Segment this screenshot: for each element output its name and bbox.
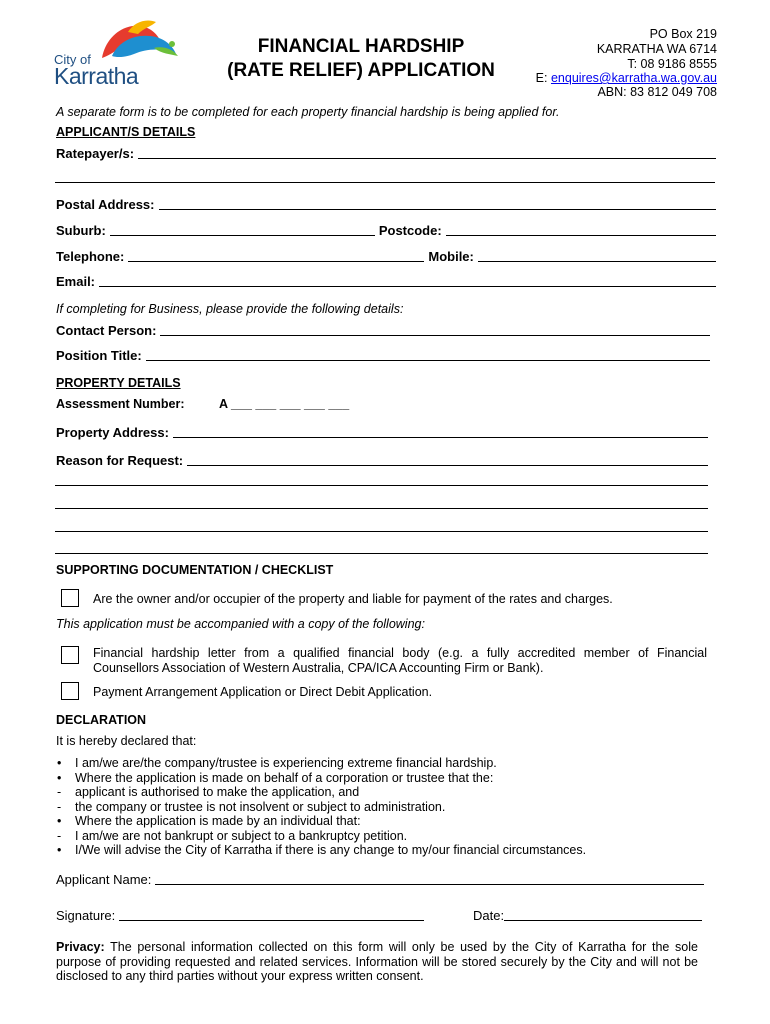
hardship-letter-checkbox[interactable] <box>61 646 79 664</box>
date-field[interactable] <box>473 907 702 923</box>
property-address-field[interactable] <box>56 424 708 440</box>
mobile-line[interactable] <box>478 261 716 262</box>
supporting-heading: SUPPORTING DOCUMENTATION / CHECKLIST <box>56 563 334 577</box>
address-abn: ABN: 83 812 049 708 <box>597 85 717 99</box>
email-link[interactable]: enquires@karratha.wa.gov.au <box>550 71 717 85</box>
payment-arrangement-checkbox[interactable] <box>61 682 79 700</box>
ratepayer-field[interactable] <box>56 145 716 161</box>
date-line[interactable] <box>504 920 702 921</box>
postcode-label: Postcode: <box>378 223 442 238</box>
logo-city-text: City of <box>54 52 91 67</box>
declaration-subitem: - the company or trustee is not insolvent or subject to administration. <box>57 799 446 814</box>
suburb-label: Suburb: <box>56 223 106 238</box>
contact-person-label: Contact Person: <box>56 323 157 338</box>
declaration-item: • Where the application is made by an individual that: <box>57 814 361 828</box>
declaration-subitem: - applicant is authorised to make the application, and <box>57 785 360 799</box>
date-label: Date: <box>473 908 505 923</box>
postal-address-field[interactable] <box>56 196 716 212</box>
position-title-field[interactable] <box>56 347 710 363</box>
reason-line-5[interactable] <box>55 553 708 554</box>
contact-person-line[interactable] <box>160 335 710 336</box>
signature-label: Signature: <box>56 908 116 923</box>
reason-line[interactable] <box>187 465 708 466</box>
address-email-line <box>536 71 717 85</box>
assessment-number-field[interactable]: A ___ ___ ___ ___ ___ <box>219 397 350 411</box>
address-po-box: PO Box 219 <box>649 27 717 41</box>
applicant-heading: APPLICANT/S DETAILS <box>56 125 196 139</box>
assessment-number-label: Assessment Number: <box>56 397 185 411</box>
privacy-notice <box>56 940 698 984</box>
email-label: Email: <box>56 274 96 289</box>
city-of-karratha-logo <box>54 22 182 89</box>
position-title-label: Position Title: <box>56 348 142 363</box>
accompany-note: This application must be accompanied with a copy of the following: <box>56 617 425 631</box>
postcode-line[interactable] <box>446 235 716 236</box>
signature-field[interactable] <box>56 907 424 923</box>
address-phone: T: 08 9186 8555 <box>627 57 717 71</box>
signature-line[interactable] <box>119 920 424 921</box>
reason-line-2[interactable] <box>55 485 708 486</box>
telephone-line[interactable] <box>128 261 424 262</box>
telephone-label: Telephone: <box>56 249 125 264</box>
declaration-item: • I am/we are/the company/trustee is experiencing extreme financial hardship. <box>57 756 497 770</box>
email-line[interactable] <box>99 286 716 287</box>
declaration-item: • Where the application is made on behalf of a corporation or trustee that the: <box>57 770 494 785</box>
ratepayer-line[interactable] <box>138 158 716 159</box>
reason-line-4[interactable] <box>55 531 708 532</box>
declaration-intro: It is hereby declared that: <box>56 734 197 748</box>
reason-field[interactable] <box>56 452 708 468</box>
telephone-mobile-row <box>56 248 716 264</box>
form-title-line1: FINANCIAL HARDSHIP <box>257 36 465 57</box>
hardship-letter-text-1: Financial hardship letter from a qualified financial body (e.g. a fully accredited member of Financial <box>93 646 707 660</box>
postal-address-label: Postal Address: <box>56 197 155 212</box>
privacy-label: Privacy: <box>56 940 105 954</box>
declaration-heading: DECLARATION <box>56 713 147 727</box>
ratepayer-label: Ratepayer/s: <box>56 146 135 161</box>
business-note: If completing for Business, please provide the following details: <box>56 302 404 316</box>
property-address-label: Property Address: <box>56 425 169 440</box>
postal-address-line[interactable] <box>159 209 717 210</box>
contact-person-field[interactable] <box>56 322 710 338</box>
suburb-postcode-row <box>56 222 716 238</box>
privacy-text: The personal information collected on this form will only be used by the City of Karratha for the sole purpose of providing requested and related services. Information will be stored securely by the City and will not be disclosed to any third parties without your express written consent. <box>56 940 698 983</box>
reason-line-3[interactable] <box>55 508 708 509</box>
property-address-line[interactable] <box>173 437 708 438</box>
hardship-letter-text-2: Counsellors Association of Western Australia, CPA/ICA Accounting Firm or Bank). <box>93 661 544 675</box>
reason-label: Reason for Request: <box>56 453 184 468</box>
applicant-name-label: Applicant Name: <box>56 872 152 887</box>
mobile-label: Mobile: <box>428 249 474 264</box>
applicant-name-field[interactable] <box>56 871 704 887</box>
position-title-line[interactable] <box>146 360 710 361</box>
owner-checkbox[interactable] <box>61 589 79 607</box>
declaration-subitem: - I am/we are not bankrupt or subject to a bankruptcy petition. <box>57 828 408 843</box>
declaration-list <box>56 756 586 858</box>
intro-note: A separate form is to be completed for each property financial hardship is being applied for. <box>56 105 560 119</box>
logo-name-text: Karratha <box>54 63 139 89</box>
address-town: KARRATHA WA 6714 <box>596 42 717 56</box>
ratepayer-line-2[interactable] <box>55 182 715 183</box>
suburb-line[interactable] <box>110 235 375 236</box>
property-heading: PROPERTY DETAILS <box>56 376 181 390</box>
owner-check-text: Are the owner and/or occupier of the property and liable for payment of the rates and charges. <box>93 592 613 606</box>
applicant-name-line[interactable] <box>155 884 704 885</box>
payment-arrangement-text: Payment Arrangement Application or Direct Debit Application. <box>93 685 433 699</box>
form-title-line2: (RATE RELIEF) APPLICATION <box>227 60 495 81</box>
email-prefix: E: <box>535 71 551 85</box>
email-field[interactable] <box>56 273 716 289</box>
declaration-item: • I/We will advise the City of Karratha if there is any change to my/our financial circumstances. <box>57 843 587 857</box>
